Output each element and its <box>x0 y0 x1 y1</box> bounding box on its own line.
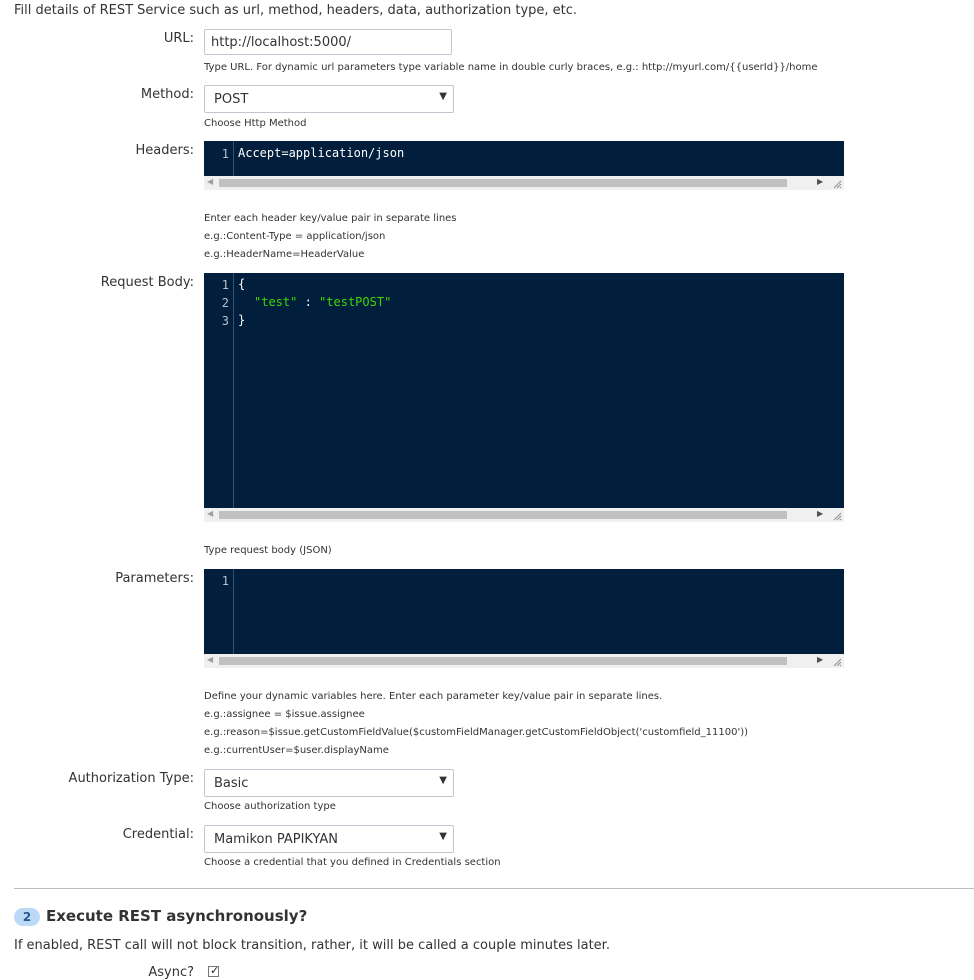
parameters-hint-example: e.g.:currentUser=$user.displayName <box>204 745 389 756</box>
credential-select[interactable] <box>204 825 454 853</box>
line-number: 1 <box>221 147 229 161</box>
scroll-thumb[interactable] <box>219 511 787 519</box>
parameters-hint-example: e.g.:assignee = $issue.assignee <box>204 709 365 720</box>
parameters-gutter <box>204 569 234 655</box>
url-label: URL: <box>163 31 194 46</box>
request-body-gutter <box>204 273 234 509</box>
json-value: "testPOST" <box>319 295 392 309</box>
scroll-left-icon[interactable]: ◀ <box>207 509 214 518</box>
request-body-scrollbar[interactable] <box>204 508 844 522</box>
scroll-left-icon[interactable]: ◀ <box>207 655 214 664</box>
method-label: Method: <box>140 87 194 102</box>
auth-type-selected-value: Basic <box>214 776 249 791</box>
async-checkbox[interactable] <box>208 966 219 977</box>
parameters-hint: Define your dynamic variables here. Enter each parameter key/value pair in separate lines. <box>204 691 663 702</box>
headers-hint: Enter each header key/value pair in separate lines <box>204 213 457 224</box>
method-selected-value: POST <box>214 92 249 107</box>
line-number: 3 <box>221 314 229 328</box>
scroll-thumb[interactable] <box>219 179 787 187</box>
code-line <box>254 295 391 309</box>
line-number: 1 <box>221 278 229 292</box>
auth-type-hint: Choose authorization type <box>204 801 336 812</box>
headers-label: Headers: <box>135 143 194 158</box>
parameters-editor[interactable] <box>204 569 844 655</box>
section-number-badge: 2 <box>14 908 40 926</box>
line-number: 2 <box>221 296 229 310</box>
resize-grip-icon[interactable] <box>833 658 842 667</box>
code-line <box>238 277 245 291</box>
scroll-right-icon[interactable]: ▶ <box>817 509 824 518</box>
scroll-thumb[interactable] <box>219 657 787 665</box>
headers-scrollbar[interactable] <box>204 176 844 190</box>
headers-code <box>238 146 404 160</box>
scroll-right-icon[interactable]: ▶ <box>817 177 824 186</box>
auth-type-select[interactable] <box>204 769 454 797</box>
credential-label: Credential: <box>122 827 194 842</box>
json-colon: : <box>297 295 320 309</box>
json-key: "test" <box>254 295 298 309</box>
chevron-down-icon: ▼ <box>439 91 447 102</box>
parameters-scrollbar[interactable] <box>204 654 844 668</box>
request-body-label: Request Body: <box>100 275 194 290</box>
url-hint: Type URL. For dynamic url parameters type variable name in double curly braces, e.g.: http://myurl.com/{{userId}}/home <box>204 62 818 73</box>
headers-hint-example: e.g.:Content-Type = application/json <box>204 231 386 242</box>
url-input[interactable] <box>204 29 452 55</box>
parameters-hint-example: e.g.:reason=$issue.getCustomFieldValue($customFieldManager.getCustomFieldObject('customfield_11100')) <box>204 727 749 738</box>
scroll-left-icon[interactable]: ◀ <box>207 177 214 186</box>
resize-grip-icon[interactable] <box>833 180 842 189</box>
check-icon: ✓ <box>210 964 220 977</box>
line-number: 1 <box>221 574 229 588</box>
headers-editor[interactable] <box>204 141 844 177</box>
scroll-right-icon[interactable]: ▶ <box>817 655 824 664</box>
form-intro: Fill details of REST Service such as url, method, headers, data, authorization type, etc. <box>14 3 578 18</box>
close-brace: } <box>238 313 246 327</box>
credential-hint: Choose a credential that you defined in Credentials section <box>204 857 501 868</box>
auth-type-label: Authorization Type: <box>68 771 194 786</box>
chevron-down-icon: ▼ <box>439 831 447 842</box>
request-body-editor[interactable] <box>204 273 844 509</box>
section-divider <box>14 888 974 889</box>
section-title: Execute REST asynchronously? <box>46 907 308 925</box>
parameters-label: Parameters: <box>115 571 194 586</box>
chevron-down-icon: ▼ <box>439 775 447 786</box>
resize-grip-icon[interactable] <box>833 512 842 521</box>
credential-selected-value: Mamikon PAPIKYAN <box>214 832 339 847</box>
async-label: Async? <box>148 965 194 980</box>
headers-line: Accept=application/json <box>238 146 405 160</box>
open-brace: { <box>238 277 246 291</box>
code-line <box>238 313 245 327</box>
request-body-hint: Type request body (JSON) <box>204 545 332 556</box>
headers-hint-example: e.g.:HeaderName=HeaderValue <box>204 249 365 260</box>
method-hint: Choose Http Method <box>204 118 307 129</box>
method-select[interactable] <box>204 85 454 113</box>
headers-gutter <box>204 141 234 177</box>
section-description: If enabled, REST call will not block transition, rather, it will be called a couple minutes later. <box>14 938 610 953</box>
